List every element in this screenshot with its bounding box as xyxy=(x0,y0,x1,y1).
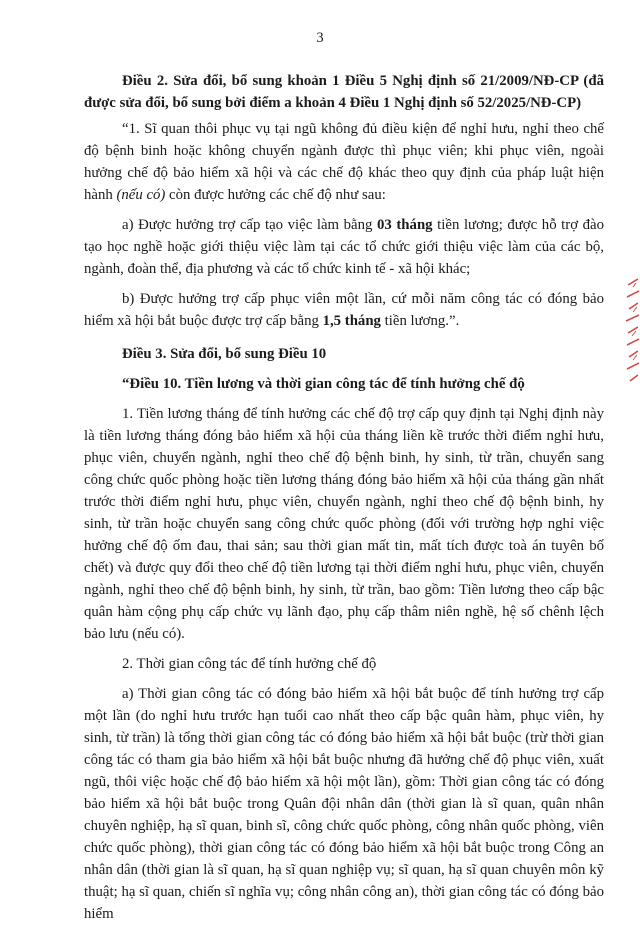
document-body xyxy=(84,70,604,925)
article-10-clause-1: 1. Tiền lương tháng để tính hưởng các chế độ trợ cấp quy định tại Nghị định này là tiền lương tháng đóng bảo hiểm xã hội của tháng liền kề trước thời điểm nghỉ hưu, phục viên, chuyển ngành, nghỉ theo chế độ bệnh binh, hy sinh, từ trần, chuyển sang công chức quốc phòng hoặc tiền lương tháng đóng bảo hiểm xã hội của tháng gần nhất trước thời điểm nghỉ hưu, phục viên, chuyển ngành, nghỉ theo chế độ bệnh binh, hy sinh, từ trần hoặc chuyển sang công chức quốc phòng (đối với trường hợp nghỉ việc hưởng chế độ ốm đau, thai sản; sau thời gian mất tin, mất tích được toà án tuyên bố chết) và được quy đổi theo chế độ tiền lương tại thời điểm nghỉ hưu, phục viên, chuyển ngành, nghỉ theo chế độ bệnh binh, hy sinh, từ trần, bao gồm: Tiền lương theo cấp bậc quân hàm cộng phụ cấp chức vụ lãnh đạo, phụ cấp thâm niên nghề, hệ số chênh lệch bảo lưu (nếu có). xyxy=(84,406,604,642)
point-b-text-end: tiền lương.”. xyxy=(380,313,460,329)
point-a-bold: 03 tháng xyxy=(377,217,433,233)
clause-1-text-end: còn được hưởng các chế độ như sau: xyxy=(165,187,386,203)
clause-1-italic: (nếu có) xyxy=(116,187,166,203)
article-2-heading: Điều 2. Sửa đổi, bổ sung khoản 1 Điều 5 Nghị định số 21/2009/NĐ-CP (đã được sửa đổi, bổ sung bởi điểm a khoản 4 Điều 1 Nghị định số 52/2025/NĐ-CP) xyxy=(84,73,604,111)
article-10-heading: “Điều 10. Tiền lương và thời gian công tác để tính hưởng chế độ xyxy=(122,376,525,392)
point-b-text: b) Được hưởng trợ cấp phục viên một lần, cứ mỗi năm công tác có đóng bảo hiểm xã hội bắt buộc được trợ cấp bằng xyxy=(84,291,604,329)
clause-1-text: “1. Sĩ quan thôi phục vụ tại ngũ không đủ điều kiện để nghỉ hưu, nghỉ theo chế độ bệnh binh hoặc không chuyển ngành được thì phục viên; khi phục viên, ngoài hưởng chế độ bảo hiểm xã hội và các chế độ khác theo quy định của pháp luật hiện hành xyxy=(84,121,604,203)
article-3-heading: Điều 3. Sửa đổi, bổ sung Điều 10 xyxy=(122,346,327,362)
point-a-text-end: tiền lương; được hỗ trợ đào tạo học nghề hoặc giới thiệu việc làm tại các tổ chức giới thiệu việc làm của các bộ, ngành, đoàn thể, địa phương và các tổ chức kinh tế - xã hội khác; xyxy=(84,217,604,277)
article-10-clause-2: 2. Thời gian công tác để tính hưởng chế độ xyxy=(122,656,377,672)
point-a-text: a) Được hưởng trợ cấp tạo việc làm bằng xyxy=(122,217,377,233)
article-10-point-a: a) Thời gian công tác có đóng bảo hiểm xã hội bắt buộc để tính hưởng trợ cấp một lần (do nghỉ hưu trước hạn tuổi cao nhất theo cấp bậc quân hàm, phục viên, hy sinh, từ trần) là tổng thời gian công tác có đóng bảo hiểm xã hội bắt buộc (trừ thời gian công tác có tham gia bảo hiểm xã hội bắt buộc nhưng đã hưởng chế độ phục viên, xuất ngũ, thôi việc hoặc chế độ bảo hiểm xã hội một lần), gồm: Thời gian công tác có đóng bảo hiểm xã hội bắt buộc trong Quân đội nhân dân (thời gian là sĩ quan, quân nhân chuyên nghiệp, hạ sĩ quan, binh sĩ, công chức quốc phòng, công nhân quốc phòng, viên chức quốc phòng), thời gian công tác có đóng bảo hiểm xã hội bắt buộc trong Công an nhân dân (thời gian là sĩ quan, hạ sĩ quan nghiệp vụ; sĩ quan, hạ sĩ quan chuyên môn kỹ thuật; hạ sĩ quan, chiến sĩ nghĩa vụ; công nhân công an), thời gian công tác có đóng bảo hiểm xyxy=(84,686,604,922)
point-b-bold: 1,5 tháng xyxy=(322,313,381,329)
page-number: 3 xyxy=(316,30,324,46)
article-2-clause-1 xyxy=(84,118,604,206)
article-2-point-b xyxy=(84,288,604,332)
article-2-point-a xyxy=(84,214,604,280)
red-seal-edge xyxy=(624,275,640,385)
